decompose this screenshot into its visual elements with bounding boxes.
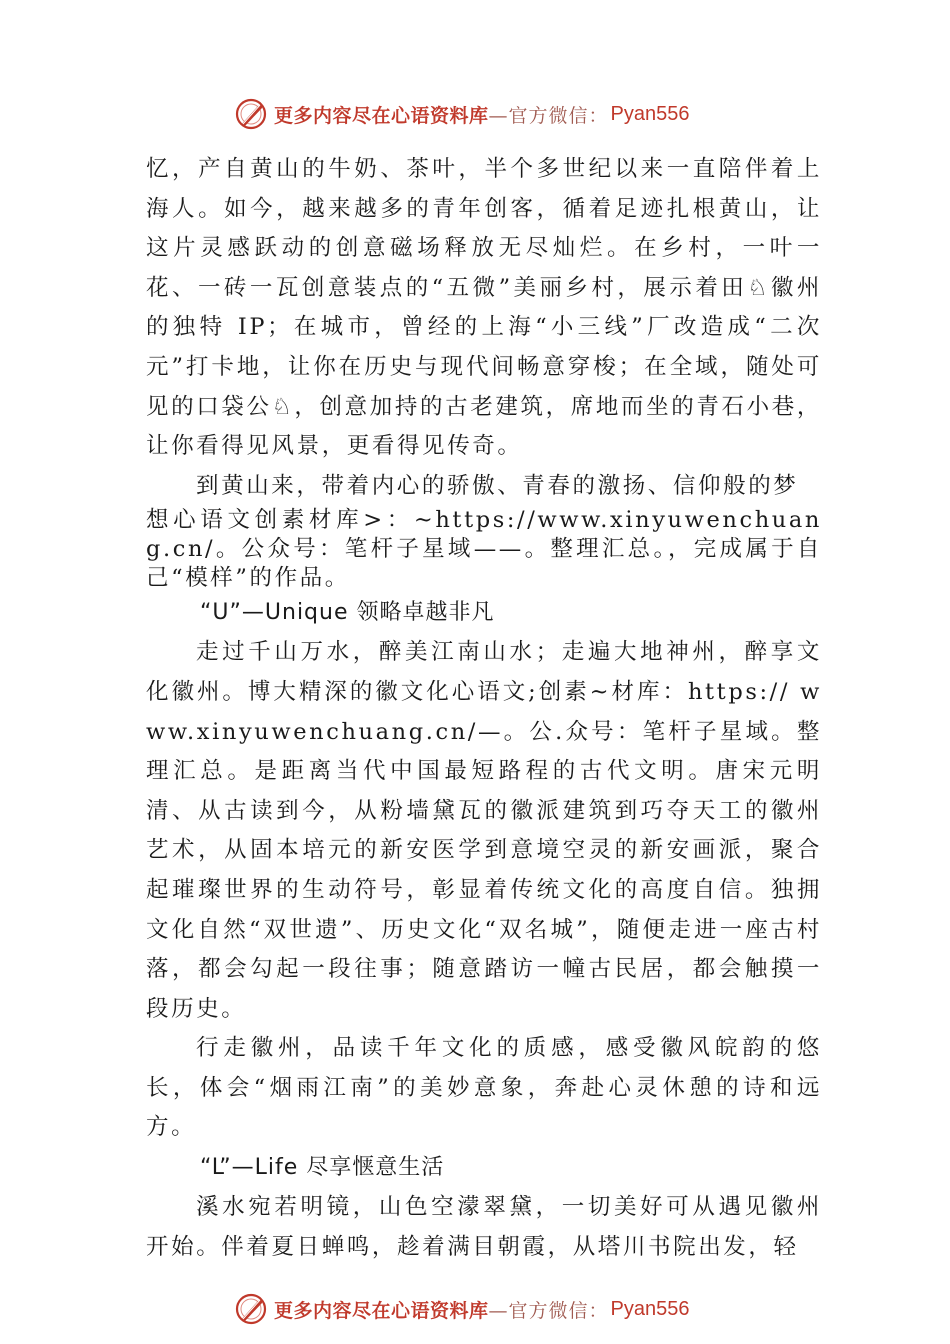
section-heading-life: “L”—Life 尽享惬意生活 [200, 1155, 445, 1181]
quill-pen-seal-icon [234, 97, 268, 131]
section-heading-unique: “U”—Unique 领略卓越非凡 [200, 600, 495, 626]
paragraph-come-to-huangshan: 到黄山来，带着内心的骄傲、青春的激扬、信仰般的梦 [196, 472, 799, 499]
banner-separator: —官方微信： [488, 1299, 609, 1322]
banner-separator: —官方微信： [488, 104, 609, 127]
paragraph-stream-mountain: 溪水宛若明镜，山色空濛翠黛，一切美好可从遇见徽州开始。伴着夏日蝉鸣，趁着满目朝霞，从塔川书院出发，轻 [146, 1194, 822, 1260]
document-body [146, 150, 822, 1267]
quill-pen-seal-icon [234, 1292, 268, 1326]
banner-wechat-handle: Pyan556 [610, 1297, 690, 1320]
paragraph-walk-huizhou: 行走徽州，品读千年文化的质感，感受徽风皖韵的悠长，体会“烟雨江南”的美妙意象，奔赴心灵休憩的诗和远方。 [146, 1035, 822, 1141]
paragraph-creative-huangshan: 忆，产自黄山的牛奶、茶叶，半个多世纪以来一直陪伴着上海人。如今，越来越多的青年创客，循着足迹扎根黄山，让这片灵感跃动的创意磁场释放无尽灿烂。在乡村，一叶一花、一砖一瓦创意装点的“五微”美丽乡村，展示着田♘徽州的独特 IP；在城市，曾经的上海“小三线”厂改造成“二次元”打卡地，让你在历史与现代间畅意穿梭；在全域，随处可见的口袋公♘，创意加持的古老建筑，席地而坐的青石小巷， 让你看得见风景，更看得见传奇。 [146, 156, 822, 460]
paragraph-source-note: 想心语文创素材库>：~https://www.xinyuwenchuang.cn/。公众号：笔杆子星域——。整理汇总。，完成属于自己“模样”的作品。 [146, 507, 822, 592]
paragraph-huizhou-culture: 走过千山万水，醉美江南山水；走遍大地神州，醉享文化徽州。博大精深的徽文化心语文;创素~材库：https:// www.xinyuwenchuang.cn/—。公.众号：笔杆子星域。整理汇总。是距离当代中国最短路程的古代文明。唐宋元明清、从古读到今，从粉墙黛瓦的徽派建筑到巧夺天工的徽州艺术，从固本培元的新安医学到意境空灵的新安画派，聚合起璀璨世界的生动符号，彰显着传统文化的高度自信。独拥文化自然“双世遗”、历史文化“双名城”，随便走进一座古村落，都会勾起一段往事；随意踏访一幢古民居，都会触摸一段历史。 [146, 639, 822, 1022]
footer-banner [234, 1289, 690, 1329]
header-banner [234, 94, 690, 134]
banner-title: 更多内容尽在心语资料库 [274, 104, 489, 127]
banner-title: 更多内容尽在心语资料库 [274, 1299, 489, 1322]
banner-wechat-handle: Pyan556 [610, 102, 690, 125]
